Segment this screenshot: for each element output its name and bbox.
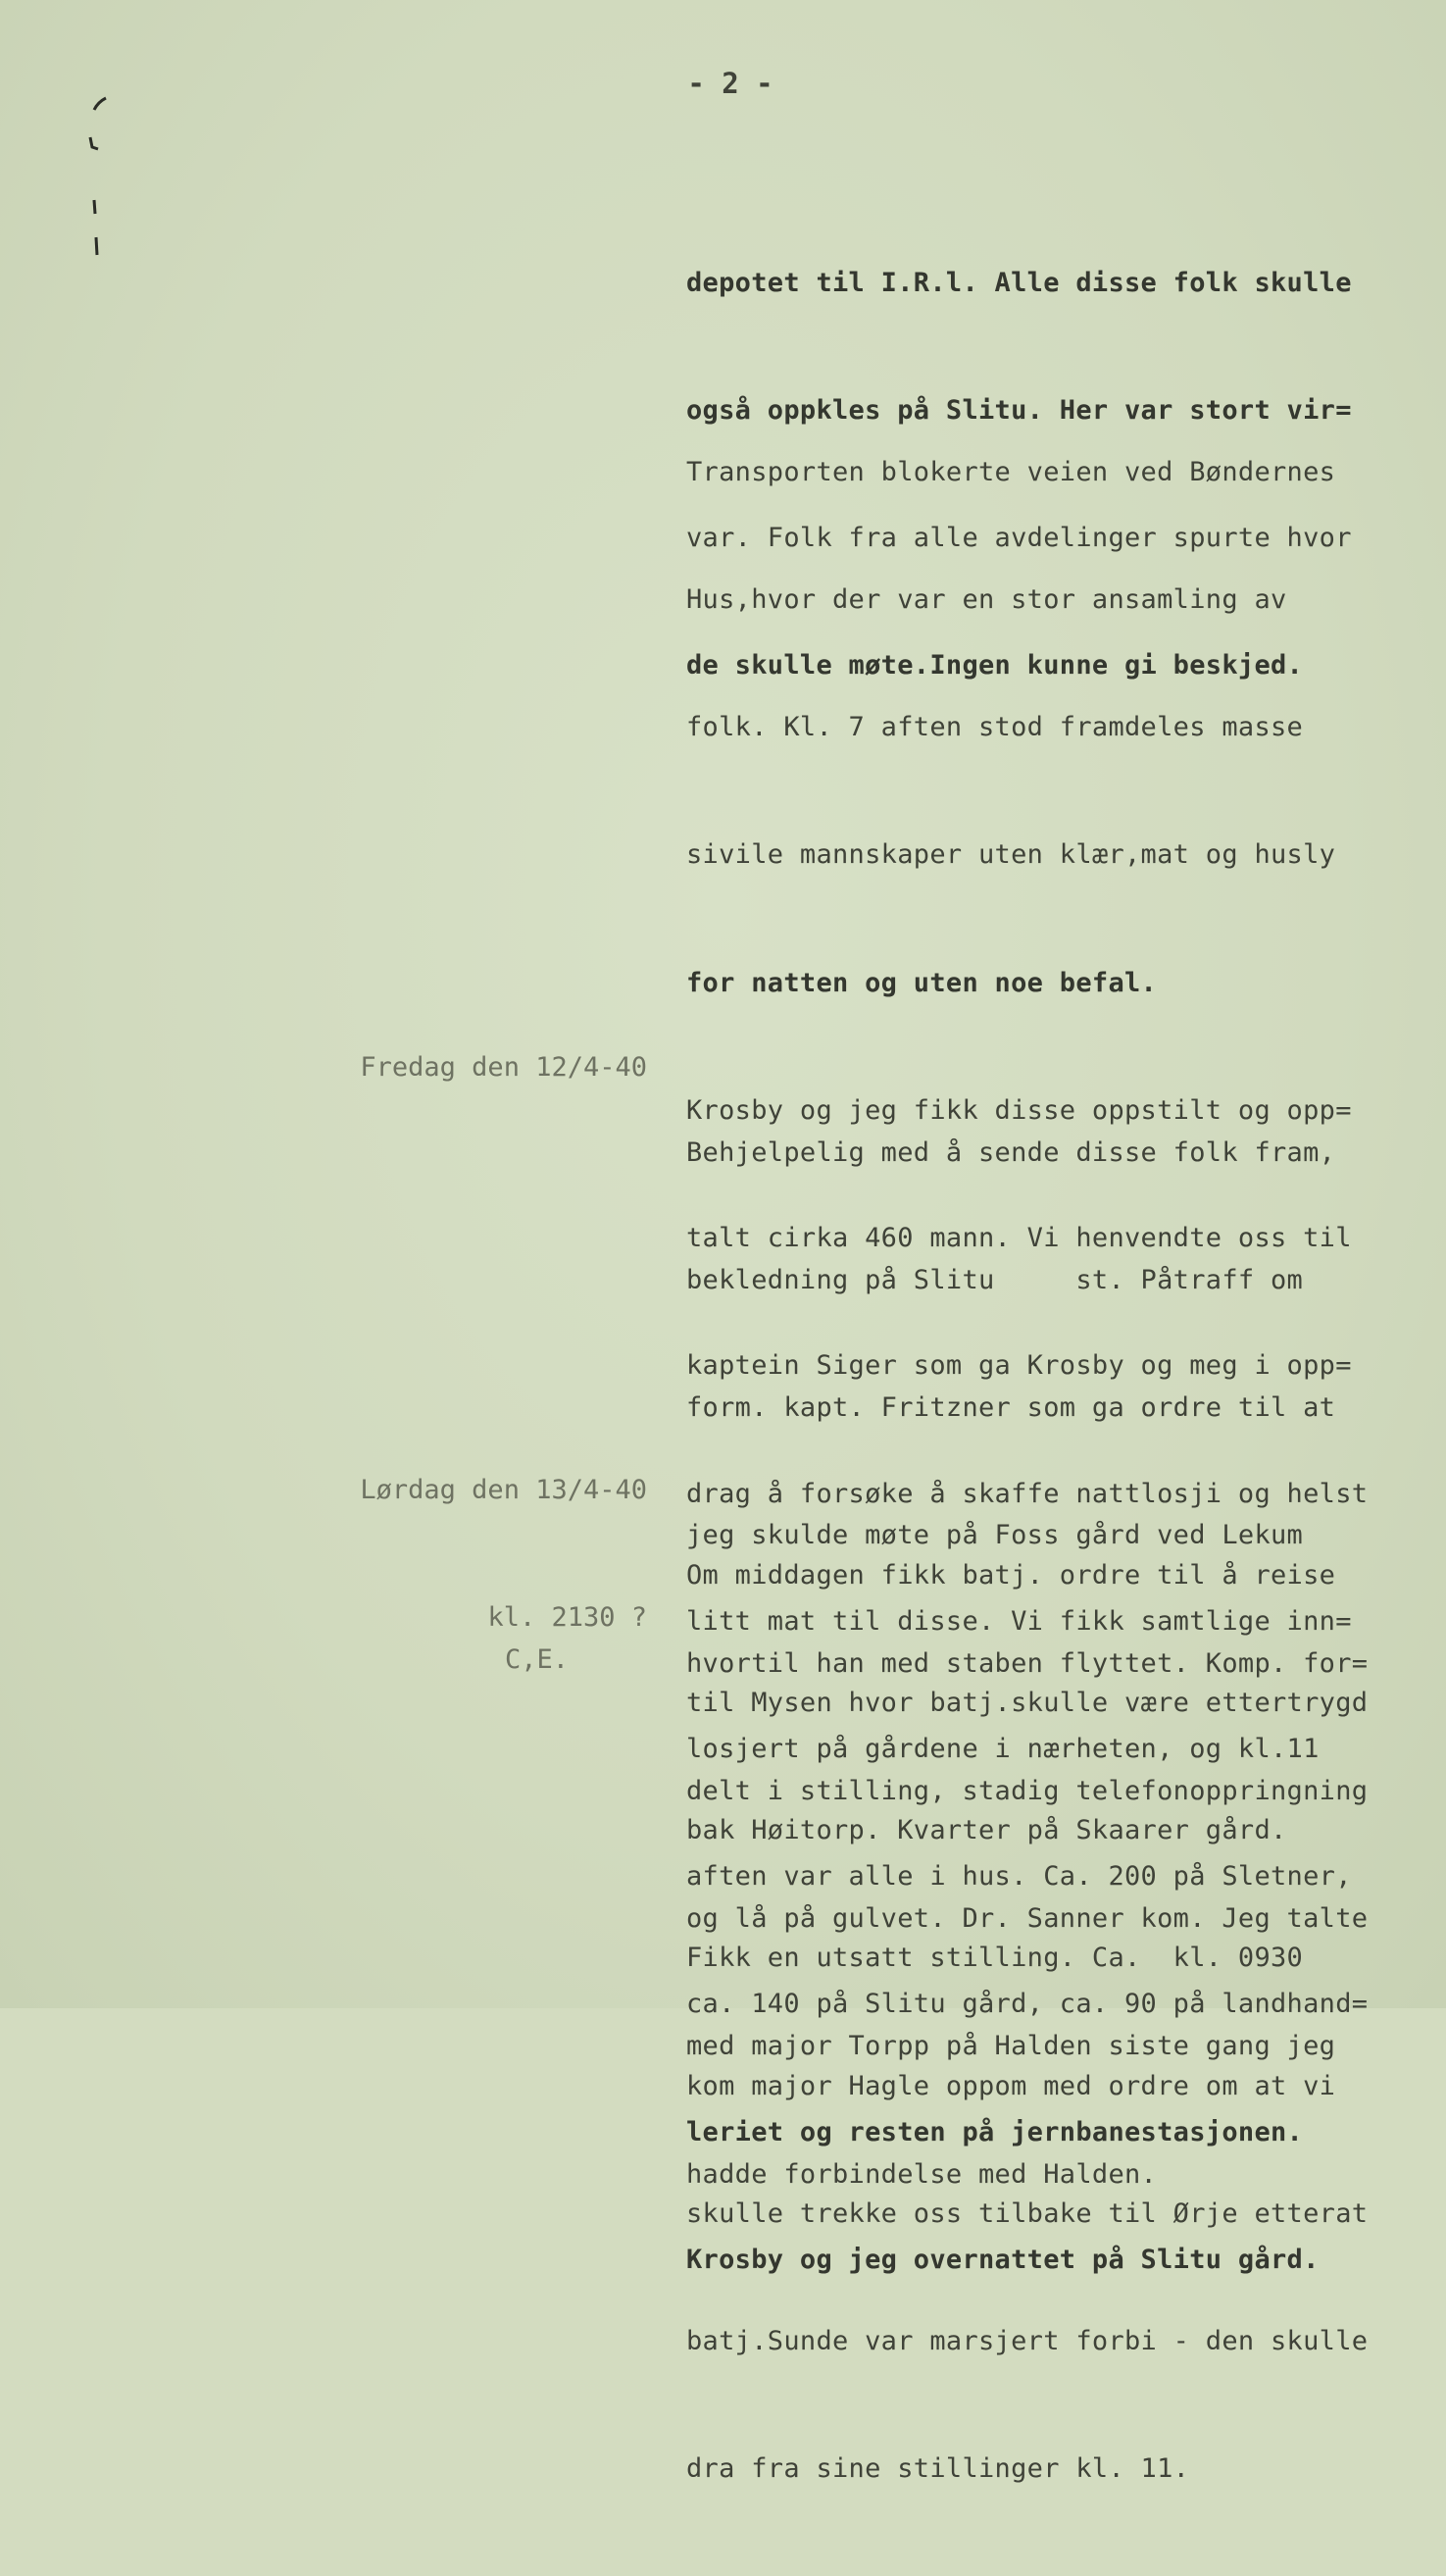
text-line: form. kapt. Fritzner som ga ordre til at bbox=[686, 1392, 1336, 1424]
text-line: Om middagen fikk batj. ordre til å reise bbox=[686, 1559, 1336, 1591]
text-line: for natten og uten noe befal. bbox=[686, 967, 1158, 998]
text-line: aften var alle i hus. Ca. 200 på Sletner, bbox=[686, 1861, 1352, 1893]
text-line: Transporten blokerte veien ved Bøndernes bbox=[686, 456, 1336, 487]
text-line: jeg skulde møte på Foss gård ved Lekum bbox=[686, 1520, 1304, 1551]
text-line: Hus,hvor der var en stor ansamling av bbox=[686, 584, 1287, 616]
text-line: drag å forsøke å skaffe nattlosji og helst bbox=[686, 1478, 1369, 1509]
text-line: dra fra sine stillinger kl. 11. bbox=[686, 2453, 1190, 2485]
text-line: skulle trekke oss tilbake til Ørje etterat bbox=[686, 2197, 1369, 2229]
text-line: sivile mannskaper uten klær,mat og husly bbox=[686, 839, 1336, 871]
text-line: delt i stilling, stadig telefonoppringning bbox=[686, 1775, 1369, 1806]
text-line: folk. Kl. 7 aften stod framdeles masse bbox=[686, 712, 1304, 743]
text-line: Krosby og jeg overnattet på Slitu gård. bbox=[686, 2244, 1320, 2275]
text-line: de skulle møte.Ingen kunne gi beskjed. bbox=[686, 650, 1304, 682]
text-line: også oppkles på Slitu. Her var stort vir= bbox=[686, 395, 1352, 427]
text-line: Behjelpelig med å sende disse folk fram, bbox=[686, 1136, 1336, 1168]
text-line: batj.Sunde var marsjert forbi - den skulle bbox=[686, 2326, 1369, 2357]
text-line: leriet og resten på jernbanestasjonen. bbox=[686, 2116, 1304, 2147]
text-line: Krosby og jeg fikk disse oppstilt og opp= bbox=[686, 1094, 1352, 1126]
text-line: litt mat til disse. Vi fikk samtlige inn= bbox=[686, 1605, 1352, 1637]
initials-note: C,E. bbox=[504, 1644, 569, 1675]
text-line: og lå på gulvet. Dr. Sanner kom. Jeg talte bbox=[686, 1903, 1369, 1935]
text-line: til Mysen hvor batj.skulle være ettertrygd bbox=[686, 1688, 1369, 1719]
text-line: bak Høitorp. Kvarter på Skaarer gård. bbox=[686, 1815, 1287, 1846]
paragraph-saturday bbox=[686, 1469, 1421, 2576]
text-line: ca. 140 på Slitu gård, ca. 90 på landhand= bbox=[686, 1989, 1369, 2020]
text-line: kom major Hagle oppom med ordre om at vi bbox=[686, 2070, 1336, 2101]
text-line: depotet til I.R.l. Alle disse folk skulle bbox=[686, 267, 1352, 298]
margin-pencil-marks bbox=[76, 90, 116, 286]
date-saturday: Lørdag den 13/4-40 bbox=[360, 1475, 647, 1505]
date-friday: Fredag den 12/4-40 bbox=[360, 1052, 647, 1083]
text-line: talt cirka 460 mann. Vi henvendte oss til bbox=[686, 1223, 1352, 1254]
text-line: hvortil han med staben flyttet. Komp. for= bbox=[686, 1647, 1369, 1679]
text-line: med major Torpp på Halden siste gang jeg bbox=[686, 2031, 1336, 2062]
page-number: - 2 - bbox=[687, 67, 773, 100]
time-note: kl. 2130 ? bbox=[487, 1602, 647, 1633]
text-line: hadde forbindelse med Halden. bbox=[686, 2158, 1158, 2190]
text-line: bekledning på Slitu st. Påtraff om bbox=[686, 1265, 1304, 1296]
text-line: losjert på gårdene i nærheten, og kl.11 bbox=[686, 1734, 1320, 1764]
text-line: var. Folk fra alle avdelinger spurte hvor bbox=[686, 523, 1352, 554]
text-line: Fikk en utsatt stilling. Ca. kl. 0930 bbox=[686, 1943, 1304, 1974]
text-line: kaptein Siger som ga Krosby og meg i opp= bbox=[686, 1350, 1352, 1382]
